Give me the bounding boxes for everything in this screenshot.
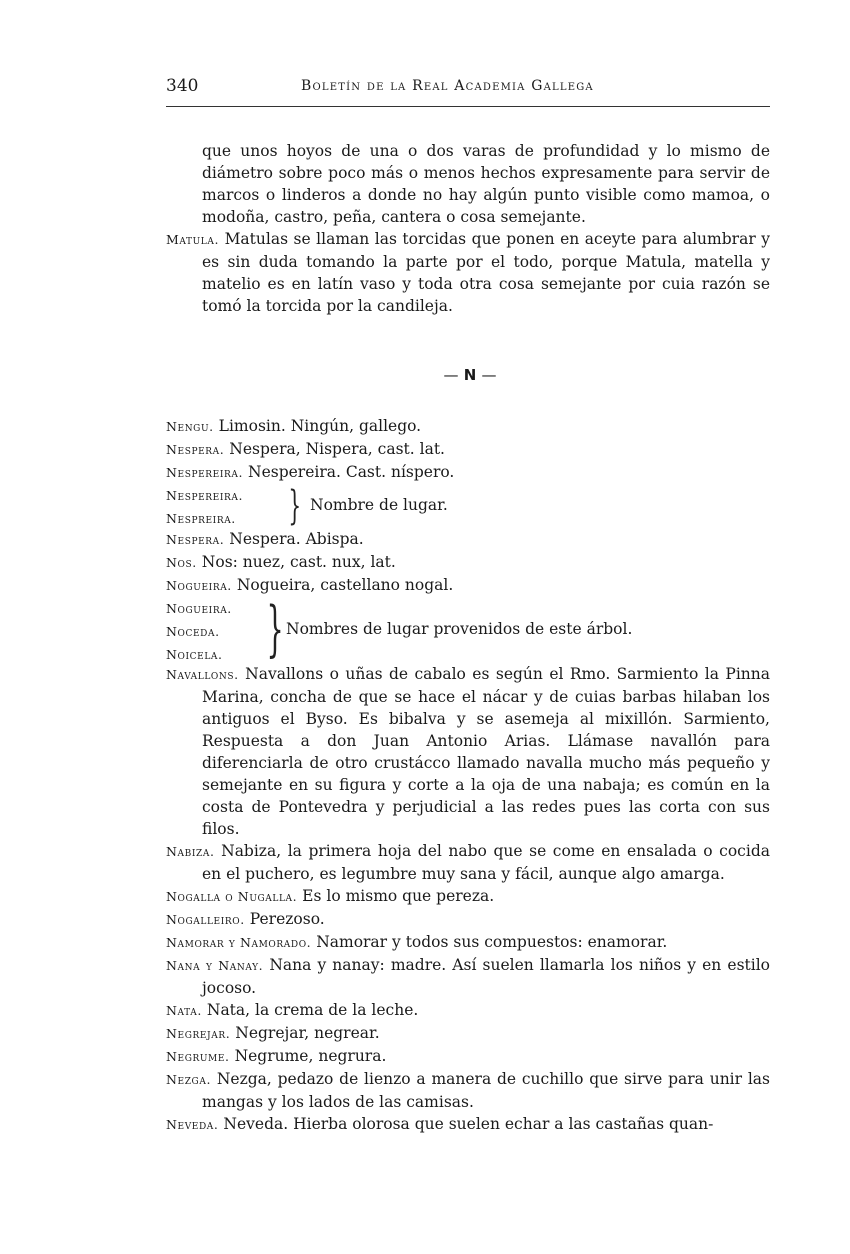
entry-head: Nana y Nanay. xyxy=(166,958,264,973)
continuation-paragraph: que unos hoyos de una o dos varas de profundidad y lo mismo de diámetro sobre poco más o menos hechos expresamente para servir de marcos o linderos a donde no hay algún punto visible como mamoa, o modoña, castro, peña, cantera o cosa semejante. xyxy=(202,142,770,226)
brace-mark: } xyxy=(266,594,284,664)
entry-head: Nespereira. xyxy=(166,465,244,480)
entry-text: Namorar y todos sus compuestos: enamorar. xyxy=(316,933,668,951)
group-head-line xyxy=(166,507,770,530)
section-heading xyxy=(0,366,850,384)
entry xyxy=(166,528,770,551)
entry-head: Nata. xyxy=(166,1003,202,1018)
braced-entry-group xyxy=(166,484,770,528)
header-rule xyxy=(166,106,770,107)
entry-text: Nabiza, la primera hoja del nabo que se come en ensalada o cocida en el puchero, es legumbre muy sana y fácil, aunque algo amarga. xyxy=(202,842,770,883)
entry-head: Navallons. xyxy=(166,667,239,682)
entry-text: Negrume, negrura. xyxy=(234,1047,387,1065)
entry-text: Nana y nanay: madre. Así suelen llamarla los niños y en estilo jocoso. xyxy=(202,956,770,997)
entry-head: Nespereira. xyxy=(166,488,244,503)
entry-text: Nata, la crema de la leche. xyxy=(206,1001,419,1019)
entry xyxy=(166,1022,770,1045)
entry-head: Nogueira. xyxy=(166,601,232,616)
group-label: Nombres de lugar provenidos de este árbol. xyxy=(286,620,633,638)
entry-head: Nespera. xyxy=(166,532,225,547)
entry-text: Nos: nuez, cast. nux, lat. xyxy=(201,553,396,571)
entry-head: Neveda. xyxy=(166,1117,219,1132)
entry-head: Negrejar. xyxy=(166,1026,231,1041)
entry-text: Perezoso. xyxy=(249,910,325,928)
entry-head: Noicela. xyxy=(166,647,223,662)
entry xyxy=(166,1045,770,1068)
entry-matula xyxy=(166,228,770,317)
group-head-line xyxy=(166,643,770,666)
brace-mark: } xyxy=(288,483,302,529)
entry xyxy=(166,461,770,484)
entry-head: Matula. xyxy=(166,232,220,247)
entry xyxy=(166,1113,770,1136)
entry-head: Nespreira. xyxy=(166,511,236,526)
section-letter: N xyxy=(463,366,477,384)
entry-text: Negrejar, negrear. xyxy=(235,1024,380,1042)
braced-entry-group xyxy=(166,594,770,664)
entry-head: Nespera. xyxy=(166,442,225,457)
entry-text: Nespera, Nispera, cast. lat. xyxy=(229,440,445,458)
continuation-block xyxy=(166,140,770,317)
entry xyxy=(166,1068,770,1113)
entry-text: Es lo mismo que pereza. xyxy=(302,887,495,905)
entry-head: Noceda. xyxy=(166,624,220,639)
entry-text: Neveda. Hierba olorosa que suelen echar a las castañas quan- xyxy=(223,1115,714,1133)
entry-head: Namorar y Namorado. xyxy=(166,935,312,950)
entry xyxy=(166,908,770,931)
entry xyxy=(166,840,770,885)
entry-head: Nabiza. xyxy=(166,844,215,859)
entry-head: Nos. xyxy=(166,555,197,570)
running-head: Boletín de la Real Academia Gallega xyxy=(301,78,594,94)
section-dash-right: — xyxy=(481,366,497,384)
entry-head: Nezga. xyxy=(166,1072,212,1087)
entry-text: Nezga, pedazo de lienzo a manera de cuchillo que sirve para unir las mangas y los lados de las camisas. xyxy=(202,1070,770,1111)
page-number: 340 xyxy=(166,76,199,96)
entry xyxy=(166,954,770,999)
entry-head: Nogueira. xyxy=(166,578,232,593)
entry-text: Nespereira. Cast. níspero. xyxy=(248,463,455,481)
group-head-line xyxy=(166,484,770,507)
entry xyxy=(166,999,770,1022)
entry xyxy=(166,663,770,840)
entry xyxy=(166,574,770,597)
dictionary-entries xyxy=(166,415,770,1136)
group-label: Nombre de lugar. xyxy=(310,496,448,514)
section-dash-left: — xyxy=(443,366,459,384)
entry-text: Nespera. Abispa. xyxy=(229,530,364,548)
entry xyxy=(166,885,770,908)
entry-text: Limosin. Ningún, gallego. xyxy=(218,417,422,435)
group-head-line xyxy=(166,597,770,620)
entry-text: Matulas se llaman las torcidas que ponen en aceyte para alumbrar y es sin duda tomando la parte por el todo, porque Matula, matella y matelio es en latín vaso y toda otra cosa semejante por cuia razón se tomó la torcida por la candileja. xyxy=(202,230,770,315)
page-header xyxy=(166,76,770,102)
entry xyxy=(166,438,770,461)
entry-head: Nogalla o Nugalla. xyxy=(166,889,298,904)
entry xyxy=(166,931,770,954)
entry xyxy=(166,551,770,574)
entry xyxy=(166,415,770,438)
entry-text: Navallons o uñas de cabalo es según el Rmo. Sarmiento la Pinna Marina, concha de que se hace el nácar y de cuias barbas hilaban los antiguos el Byso. Es bibalva y se asemeja al mixillón. Sarmiento, Respuesta a don Juan Antonio Arias. Llámase navallón para diferenciarla de otro crustácco llamado navalla mucho más pequeño y semejante en su figura y corte a la oja de una nabaja; es común en la costa de Pontevedra y perjudicial a las redes pues las corta con sus filos. xyxy=(202,665,770,838)
entry-head: Nengu. xyxy=(166,419,214,434)
entry-head: Nogalleiro. xyxy=(166,912,245,927)
entry-head: Negrume. xyxy=(166,1049,230,1064)
entry-text: Nogueira, castellano nogal. xyxy=(236,576,454,594)
